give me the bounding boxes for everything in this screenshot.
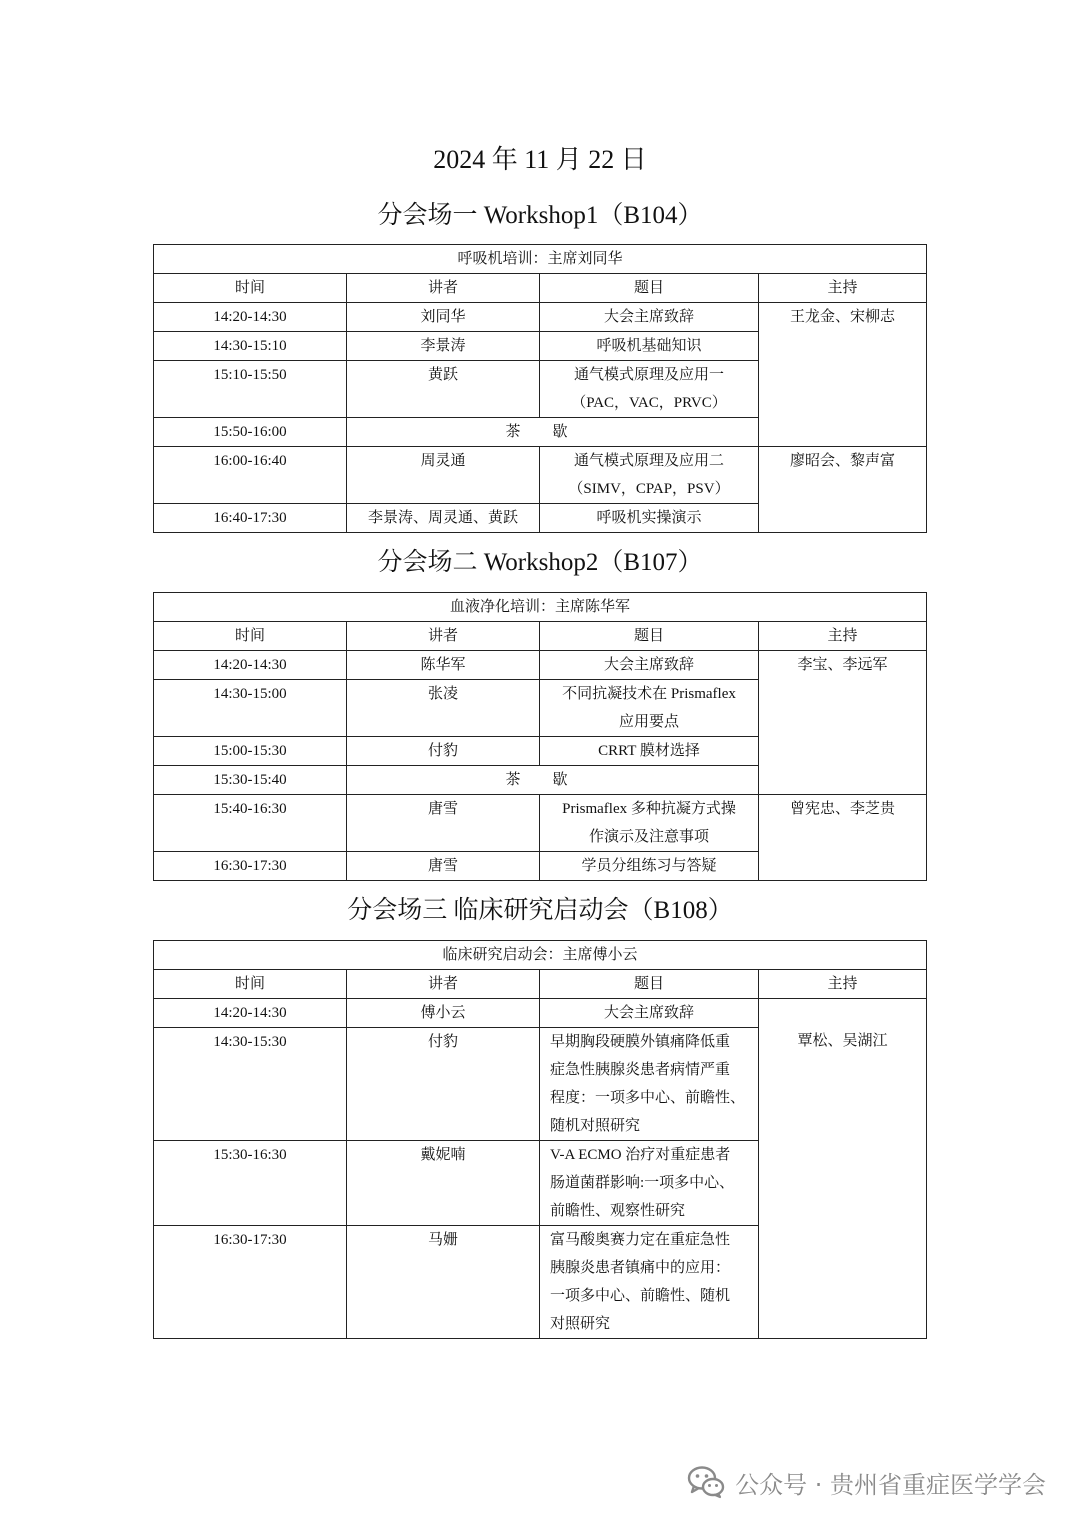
speaker-cell: 戴妮喃	[347, 1141, 540, 1226]
table-row	[154, 795, 927, 852]
header-time: 时间	[154, 970, 347, 999]
header-host: 主持	[759, 622, 927, 651]
speaker-cell: 李景涛、周灵通、黄跃	[347, 504, 540, 533]
footer-text: 公众号 · 贵州省重症医学学会	[735, 1470, 1046, 1499]
header-title: 题目	[540, 970, 759, 999]
speaker-cell: 黄跃	[347, 361, 540, 418]
table-caption: 呼吸机培训：主席刘同华	[154, 245, 927, 274]
header-speaker: 讲者	[347, 274, 540, 303]
time-cell: 15:10-15:50	[154, 361, 347, 418]
table-caption: 血液净化培训：主席陈华军	[154, 593, 927, 622]
title-cell: 大会主席致辞	[540, 651, 759, 680]
speaker-cell: 刘同华	[347, 303, 540, 332]
title-cell: 通气模式原理及应用一 （PAC，VAC，PRVC）	[540, 361, 759, 418]
speaker-cell: 陈华军	[347, 651, 540, 680]
host-cell: 曾宪忠、李芝贵	[759, 795, 927, 881]
time-cell: 15:40-16:30	[154, 795, 347, 852]
table-row	[154, 999, 927, 1028]
time-cell: 16:00-16:40	[154, 447, 347, 504]
title-cell: 早期胸段硬膜外镇痛降低重 症急性胰腺炎患者病情严重 程度：一项多中心、前瞻性、 随机对照研究	[540, 1028, 759, 1141]
title-cell: 大会主席致辞	[540, 303, 759, 332]
header-speaker: 讲者	[347, 970, 540, 999]
header-time: 时间	[154, 274, 347, 303]
title-cell: 大会主席致辞	[540, 999, 759, 1028]
time-cell: 16:30-17:30	[154, 1226, 347, 1339]
speaker-cell: 傅小云	[347, 999, 540, 1028]
title-cell: 呼吸机实操演示	[540, 504, 759, 533]
speaker-cell: 张凌	[347, 680, 540, 737]
host-cell: 王龙金、宋柳志	[759, 303, 927, 447]
title-cell: Prismaflex 多种抗凝方式操 作演示及注意事项	[540, 795, 759, 852]
footer-watermark	[687, 1460, 1046, 1504]
header-host: 主持	[759, 970, 927, 999]
time-cell: 16:30-17:30	[154, 852, 347, 881]
header-host: 主持	[759, 274, 927, 303]
title-cell: V-A ECMO 治疗对重症患者 肠道菌群影响:一项多中心、 前瞻性、观察性研究	[540, 1141, 759, 1226]
page-date: 2024 年 11 月 22 日	[433, 145, 647, 174]
time-cell: 15:30-15:40	[154, 766, 347, 795]
time-cell: 14:30-15:30	[154, 1028, 347, 1141]
venue-title-3: 分会场三 临床研究启动会（B108）	[347, 897, 733, 924]
time-cell: 14:30-15:00	[154, 680, 347, 737]
time-cell: 14:20-14:30	[154, 651, 347, 680]
speaker-cell: 付豹	[347, 737, 540, 766]
title-cell: 富马酸奥赛力定在重症急性 胰腺炎患者镇痛中的应用： 一项多中心、前瞻性、随机 对照研究	[540, 1226, 759, 1339]
table-row	[154, 303, 927, 332]
speaker-cell: 付豹	[347, 1028, 540, 1141]
schedule-table-1	[153, 244, 927, 533]
title-cell: 通气模式原理及应用二 （SIMV，CPAP，PSV）	[540, 447, 759, 504]
table-row	[154, 651, 927, 680]
table-caption: 临床研究启动会：主席傅小云	[154, 941, 927, 970]
time-cell: 15:30-16:30	[154, 1141, 347, 1226]
speaker-cell: 唐雪	[347, 795, 540, 852]
speaker-cell: 周灵通	[347, 447, 540, 504]
table-row	[154, 447, 927, 504]
tea-break-cell: 茶歇	[347, 418, 759, 447]
host-cell: 李宝、李远军	[759, 651, 927, 795]
time-cell: 15:50-16:00	[154, 418, 347, 447]
wechat-icon	[687, 1465, 725, 1499]
time-cell: 15:00-15:30	[154, 737, 347, 766]
title-cell: 不同抗凝技术在 Prismaflex 应用要点	[540, 680, 759, 737]
host-cell: 廖昭会、黎声富	[759, 447, 927, 533]
speaker-cell: 马姗	[347, 1226, 540, 1339]
header-title: 题目	[540, 622, 759, 651]
header-title: 题目	[540, 274, 759, 303]
header-time: 时间	[154, 622, 347, 651]
venue-title-1: 分会场一 Workshop1（B104）	[377, 202, 703, 229]
title-cell: 学员分组练习与答疑	[540, 852, 759, 881]
time-cell: 14:30-15:10	[154, 332, 347, 361]
tea-break-cell: 茶歇	[347, 766, 759, 795]
time-cell: 14:20-14:30	[154, 999, 347, 1028]
host-cell: 覃松、吴湖江	[759, 999, 927, 1339]
time-cell: 14:20-14:30	[154, 303, 347, 332]
schedule-table-2	[153, 592, 927, 881]
title-cell: 呼吸机基础知识	[540, 332, 759, 361]
speaker-cell: 唐雪	[347, 852, 540, 881]
header-speaker: 讲者	[347, 622, 540, 651]
time-cell: 16:40-17:30	[154, 504, 347, 533]
title-cell: CRRT 膜材选择	[540, 737, 759, 766]
schedule-table-3	[153, 940, 927, 1339]
speaker-cell: 李景涛	[347, 332, 540, 361]
venue-title-2: 分会场二 Workshop2（B107）	[377, 549, 703, 576]
